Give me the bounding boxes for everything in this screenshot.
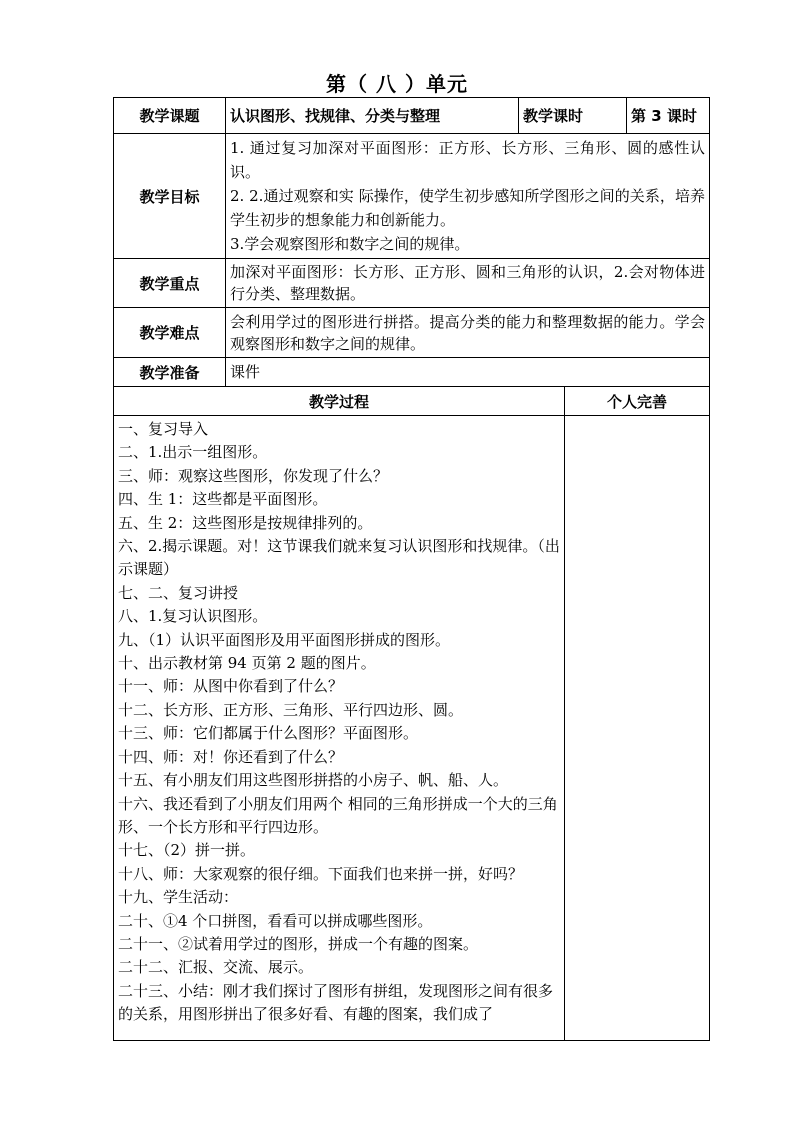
process-line: 五、生 2：这些图形是按规律排列的。	[118, 513, 373, 532]
page-title: 第（ 八 ）单元	[326, 72, 468, 96]
row-preparation	[114, 358, 710, 387]
process-line: 一、复习导入	[118, 420, 209, 438]
goal-item: 2. 2.通过观察和实 际操作，使学生初步感知所学图形之间的关系，培养学生初步的想象能力和创新能力。	[230, 187, 706, 229]
hours-value: 第 3 课时	[627, 98, 710, 134]
process-header-label: 教学过程	[114, 387, 565, 416]
improvement-header-label: 个人完善	[565, 387, 710, 416]
process-line: 六、2.揭示课题。对！这节课我们就来复习认识图形和找规律。（出示课题）	[118, 537, 560, 579]
process-content	[114, 416, 565, 1041]
topic-value: 认识图形、找规律、分类与整理	[226, 98, 519, 134]
key-points-value: 加深对平面图形：长方形、正方形、圆和三角形的认识，2.会对物体进行分类、整理数据。	[226, 259, 710, 308]
process-line: 四、生 1：这些都是平面图形。	[118, 490, 328, 509]
process-line: 十三、师：它们都属于什么图形？平面图形。	[118, 724, 419, 743]
process-line: 二十三、小结：刚才我们探讨了图形有拼组，发现图形之间有很多的关系，用图形拼出了很多好看、有趣的图案，我们成了	[118, 981, 554, 1024]
process-line: 七、二、复习讲授	[118, 583, 239, 602]
process-line: 十四、师：对！你还看到了什么？	[118, 747, 344, 766]
row-process-body	[114, 416, 710, 1041]
hours-label: 教学课时	[519, 98, 627, 134]
row-key-points	[114, 259, 710, 308]
goal-item: 3.学会观察图形和数字之间的规律。	[230, 235, 470, 253]
difficulty-label: 教学难点	[114, 308, 226, 358]
goals-value	[226, 134, 710, 259]
process-line: 二十、①4 个口拼图，看看可以拼成哪些图形。	[118, 911, 433, 930]
process-line: 十五、有小朋友们用这些图形拼搭的小房子、帆、船、人。	[118, 771, 509, 790]
row-difficulty	[114, 308, 710, 358]
process-line: 三、师：观察这些图形，你发现了什么？	[118, 466, 389, 485]
topic-label: 教学课题	[114, 98, 226, 134]
process-line: 十七、（2）拼一拼。	[118, 841, 256, 860]
goals-label: 教学目标	[114, 134, 226, 259]
lesson-plan-table	[113, 97, 710, 1041]
preparation-value: 课件	[226, 358, 710, 387]
difficulty-value: 会利用学过的图形进行拼搭。提高分类的能力和整理数据的能力。学会观察图形和数字之间的规律。	[226, 308, 710, 358]
goal-item: 1. 通过复习加深对平面图形：正方形、长方形、三角形、圆的感性认识。	[230, 139, 706, 181]
process-line: 十九、学生活动：	[118, 888, 239, 907]
process-line: 八、1.复习认识图形。	[118, 607, 268, 626]
process-line: 十二、长方形、正方形、三角形、平行四边形、圆。	[118, 700, 464, 719]
process-line: 二、1.出示一组图形。	[118, 443, 268, 462]
key-points-label: 教学重点	[114, 259, 226, 308]
row-goals	[114, 134, 710, 259]
process-line: 十六、我还看到了小朋友们用两个 相同的三角形拼成一个大的三角形、一个长方形和平行四边形。	[118, 794, 558, 836]
row-process-header	[114, 387, 710, 416]
process-line: 十、出示教材第 94 页第 2 题的图片。	[118, 654, 376, 673]
improvement-content	[565, 416, 710, 1041]
preparation-label: 教学准备	[114, 358, 226, 387]
process-line: 九、（1）认识平面图形及用平面图形拼成的图形。	[118, 630, 451, 649]
process-line: 二十一、②试着用学过的图形，拼成一个有趣的图案。	[118, 934, 479, 953]
process-line: 十一、师：从图中你看到了什么？	[118, 677, 344, 696]
process-line: 十八、师：大家观察的很仔细。下面我们也来拼一拼，好吗？	[118, 864, 524, 883]
process-line: 二十二、汇报、交流、展示。	[118, 958, 314, 977]
row-topic	[114, 98, 710, 134]
